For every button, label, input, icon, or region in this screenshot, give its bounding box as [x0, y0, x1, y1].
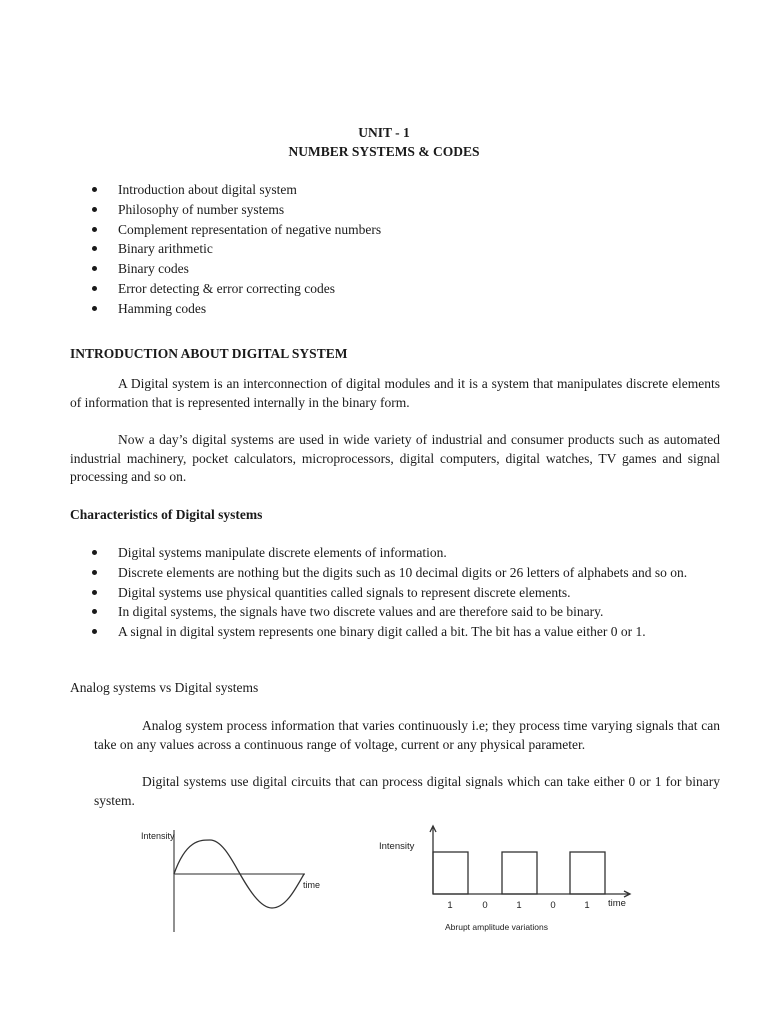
- unit-title: UNIT - 1: [358, 125, 410, 140]
- bit-label: 1: [447, 900, 453, 911]
- digital-paragraph: Digital systems use digital circuits that can process digital signals which can take either 0 or 1 for binary system.: [94, 774, 720, 808]
- list-item: Error detecting & error correcting codes: [70, 279, 720, 299]
- digital-signal-figure: [375, 822, 645, 937]
- list-item: Complement representation of negative numbers: [70, 220, 720, 240]
- list-item: Philosophy of number systems: [70, 200, 720, 220]
- characteristics-heading: Characteristics of Digital systems: [70, 507, 263, 522]
- characteristics-list: [70, 543, 720, 642]
- analog-paragraph: Analog system process information that varies continuously i.e; they process time varying signals that can take on any values across a continuous range of voltage, current or any physical parameter.: [94, 718, 720, 752]
- list-item: Digital systems manipulate discrete elements of information.: [70, 543, 720, 563]
- digital-xlabel: time: [608, 898, 626, 909]
- list-item: In digital systems, the signals have two discrete values and are therefore said to be binary.: [70, 602, 720, 622]
- pulse-1: [433, 852, 468, 894]
- bit-label: 1: [516, 900, 522, 911]
- analog-vs-digital-heading: Analog systems vs Digital systems: [70, 680, 259, 695]
- unit-subtitle: NUMBER SYSTEMS & CODES: [288, 144, 480, 159]
- list-item: Hamming codes: [70, 299, 720, 319]
- intro-paragraph-2: Now a day’s digital systems are used in wide variety of industrial and consumer products such as automated industrial machinery, pocket calculators, microprocessors, digital computers, digital watches, TV games and signal processing and so on.: [70, 432, 720, 484]
- list-item: Introduction about digital system: [70, 180, 720, 200]
- digital-caption: Abrupt amplitude variations: [445, 922, 549, 932]
- bit-label: 0: [482, 900, 488, 911]
- bit-label: 1: [584, 900, 590, 911]
- analog-ylabel: Intensity: [141, 831, 175, 841]
- bit-label: 0: [550, 900, 556, 911]
- topics-list: [70, 180, 720, 319]
- list-item: Discrete elements are nothing but the digits such as 10 decimal digits or 26 letters of alphabets and so on.: [70, 563, 720, 583]
- digital-ylabel: Intensity: [379, 841, 415, 852]
- analog-xlabel: time: [303, 880, 321, 890]
- list-item: Digital systems use physical quantities called signals to represent discrete elements.: [70, 583, 720, 603]
- list-item: A signal in digital system represents one binary digit called a bit. The bit has a value either 0 or 1.: [70, 622, 720, 642]
- intro-heading: INTRODUCTION ABOUT DIGITAL SYSTEM: [70, 346, 348, 361]
- intro-paragraph-1: A Digital system is an interconnection of digital modules and it is a system that manipulates discrete elements of information that is represented internally in the binary form.: [70, 376, 720, 410]
- list-item: Binary codes: [70, 259, 720, 279]
- analog-signal-figure: [140, 822, 330, 937]
- pulse-3: [570, 852, 605, 894]
- list-item: Binary arithmetic: [70, 239, 720, 259]
- pulse-2: [502, 852, 537, 894]
